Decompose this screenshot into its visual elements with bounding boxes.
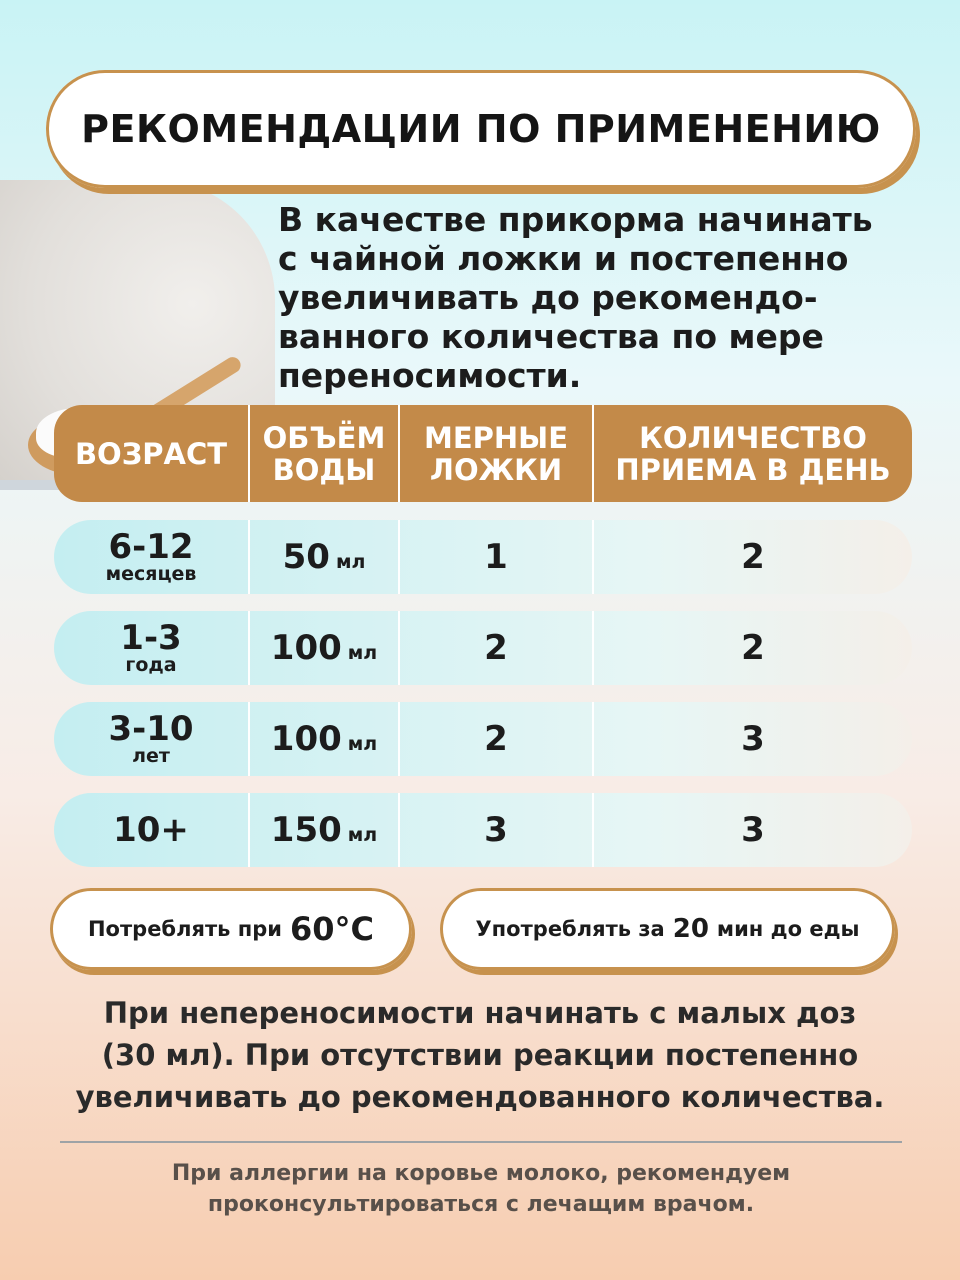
cell-age: 6-12 месяцев [54, 520, 250, 594]
intro-line: ванного количества по мере [278, 317, 824, 356]
note-line: (30 мл). При отсутствии реакции постепенно [101, 1038, 859, 1072]
table-row [54, 793, 912, 867]
cell-times: 3 [741, 719, 765, 759]
temperature-badge [50, 888, 412, 970]
intro-line: В качестве прикорма начинать [278, 200, 873, 239]
timing-label: Употреблять за [475, 917, 665, 941]
allergy-footnote [60, 1158, 902, 1220]
cell-volume: 100 мл [250, 611, 400, 685]
page-title: РЕКОМЕНДАЦИИ ПО ПРИМЕНЕНИЮ [81, 107, 881, 151]
temperature-value: 60°C [289, 910, 374, 948]
divider [60, 1141, 902, 1143]
intro-line: переносимости. [278, 356, 582, 395]
header-times-per-day: КОЛИЧЕСТВО ПРИЕМА В ДЕНЬ [615, 420, 891, 487]
table-header [54, 405, 912, 502]
footnote-line: При аллергии на коровье молоко, рекомендуем [171, 1161, 791, 1186]
note-line: При непереносимости начинать с малых доз [103, 996, 857, 1030]
table-row [54, 702, 912, 776]
intro-line: с чайной ложки и постепенно [278, 239, 849, 278]
timing-badge [440, 888, 895, 970]
temperature-label: Потреблять при [87, 917, 282, 941]
cell-volume: 100 мл [250, 702, 400, 776]
table-row [54, 611, 912, 685]
cell-volume: 150 мл [250, 793, 400, 867]
intolerance-note [40, 992, 920, 1118]
intro-line: увеличивать до рекомендо- [278, 278, 818, 317]
note-line: увеличивать до рекомендованного количества. [75, 1080, 885, 1114]
header-water-volume: ОБЪЁМ ВОДЫ [250, 405, 400, 502]
header-spoons: МЕРНЫЕ ЛОЖКИ [400, 405, 594, 502]
cell-age: 10+ [54, 793, 250, 867]
header-age: ВОЗРАСТ [54, 405, 250, 502]
timing-suffix: мин до еды [716, 917, 860, 941]
footnote-line: проконсультироваться с лечащим врачом. [207, 1192, 755, 1217]
cell-spoons: 2 [400, 611, 594, 685]
intro-text [278, 200, 918, 395]
cell-times: 2 [741, 628, 765, 668]
cell-times: 3 [741, 810, 765, 850]
cell-volume: 50 мл [250, 520, 400, 594]
cell-age: 1-3 года [54, 611, 250, 685]
title-banner [46, 70, 916, 188]
cell-spoons: 1 [400, 520, 594, 594]
timing-value: 20 [672, 914, 709, 944]
cell-spoons: 3 [400, 793, 594, 867]
dosage-table [54, 405, 912, 867]
cell-age: 3-10 лет [54, 702, 250, 776]
cell-times: 2 [741, 537, 765, 577]
cell-spoons: 2 [400, 702, 594, 776]
table-row [54, 520, 912, 594]
